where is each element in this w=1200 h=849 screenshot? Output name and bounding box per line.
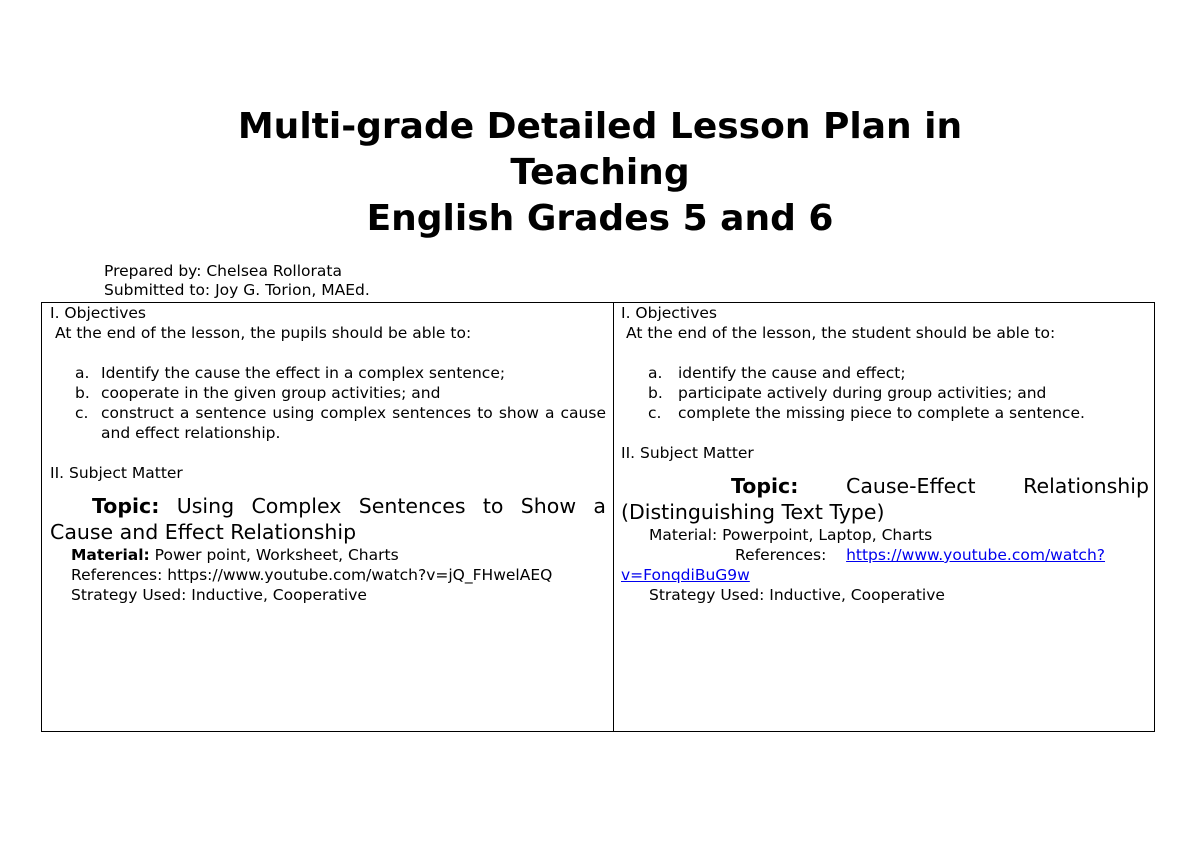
subject-matter-heading: II. Subject Matter [621, 444, 754, 462]
objectives-intro: At the end of the lesson, the pupils should be able to: [55, 324, 472, 342]
material: Material: Powerpoint, Laptop, Charts [649, 526, 933, 544]
topic [621, 473, 1149, 525]
prepared-by: Prepared by: Chelsea Rollorata [104, 262, 342, 280]
objectives-list [621, 363, 1149, 423]
objectives-intro: At the end of the lesson, the student should be able to: [626, 324, 1056, 342]
list-marker: b. [75, 384, 90, 402]
list-item [50, 383, 606, 403]
objectives-heading: I. Objectives [621, 304, 717, 322]
lesson-plan-table [41, 302, 1155, 732]
list-item-text: identify the cause and effect; [678, 364, 906, 382]
submitted-to: Submitted to: Joy G. Torion, MAEd. [104, 281, 370, 299]
column-divider [613, 303, 614, 731]
author-info [104, 262, 370, 300]
list-item-text: cooperate in the given group activities; and [101, 384, 441, 402]
title-line-3: English Grades 5 and 6 [366, 198, 834, 239]
list-marker: a. [648, 364, 663, 382]
list-item [621, 403, 1149, 423]
list-item-text: construct a sentence using complex sentences to show a cause and effect relationship. [101, 404, 606, 442]
topic-label: Topic: [92, 494, 160, 518]
reference-link-continued[interactable]: v=FonqdiBuG9w [621, 566, 750, 584]
topic-label: Topic: [731, 474, 799, 498]
list-marker: c. [648, 404, 662, 422]
list-item-text: Identify the cause the effect in a complex sentence; [101, 364, 506, 382]
reference-link[interactable]: https://www.youtube.com/watch? [846, 546, 1106, 564]
topic-text: Using Complex Sentences to Show a Cause and Effect Relationship [50, 494, 606, 544]
list-marker: b. [648, 384, 663, 402]
topic-text: Cause-Effect Relationship (Distinguishing Text Type) [621, 474, 1149, 524]
strategy-used: Strategy Used: Inductive, Cooperative [71, 586, 367, 604]
list-item-text: participate actively during group activities; and [678, 384, 1047, 402]
topic [50, 493, 606, 545]
list-item [50, 403, 606, 443]
references: References: https://www.youtube.com/watch?v=jQ_FHwelAEQ [71, 566, 553, 584]
objectives-list [50, 363, 606, 443]
list-item [621, 383, 1149, 403]
list-item [621, 363, 1149, 383]
material-label: Material: [71, 546, 150, 564]
subject-matter-heading: II. Subject Matter [50, 464, 183, 482]
material-text: Power point, Worksheet, Charts [149, 546, 399, 564]
title-line-2: Teaching [510, 152, 690, 193]
grade-5-column [50, 303, 606, 605]
grade-6-column [621, 303, 1149, 605]
list-item [50, 363, 606, 383]
references [621, 545, 1149, 565]
list-marker: c. [75, 404, 89, 422]
title-line-1: Multi-grade Detailed Lesson Plan in [237, 106, 963, 147]
list-item-text: complete the missing piece to complete a sentence. [678, 404, 1085, 422]
document-title [0, 104, 1200, 242]
references-label: References: [735, 546, 827, 564]
material [50, 545, 606, 565]
strategy-used: Strategy Used: Inductive, Cooperative [649, 586, 945, 604]
list-marker: a. [75, 364, 90, 382]
objectives-heading: I. Objectives [50, 304, 146, 322]
